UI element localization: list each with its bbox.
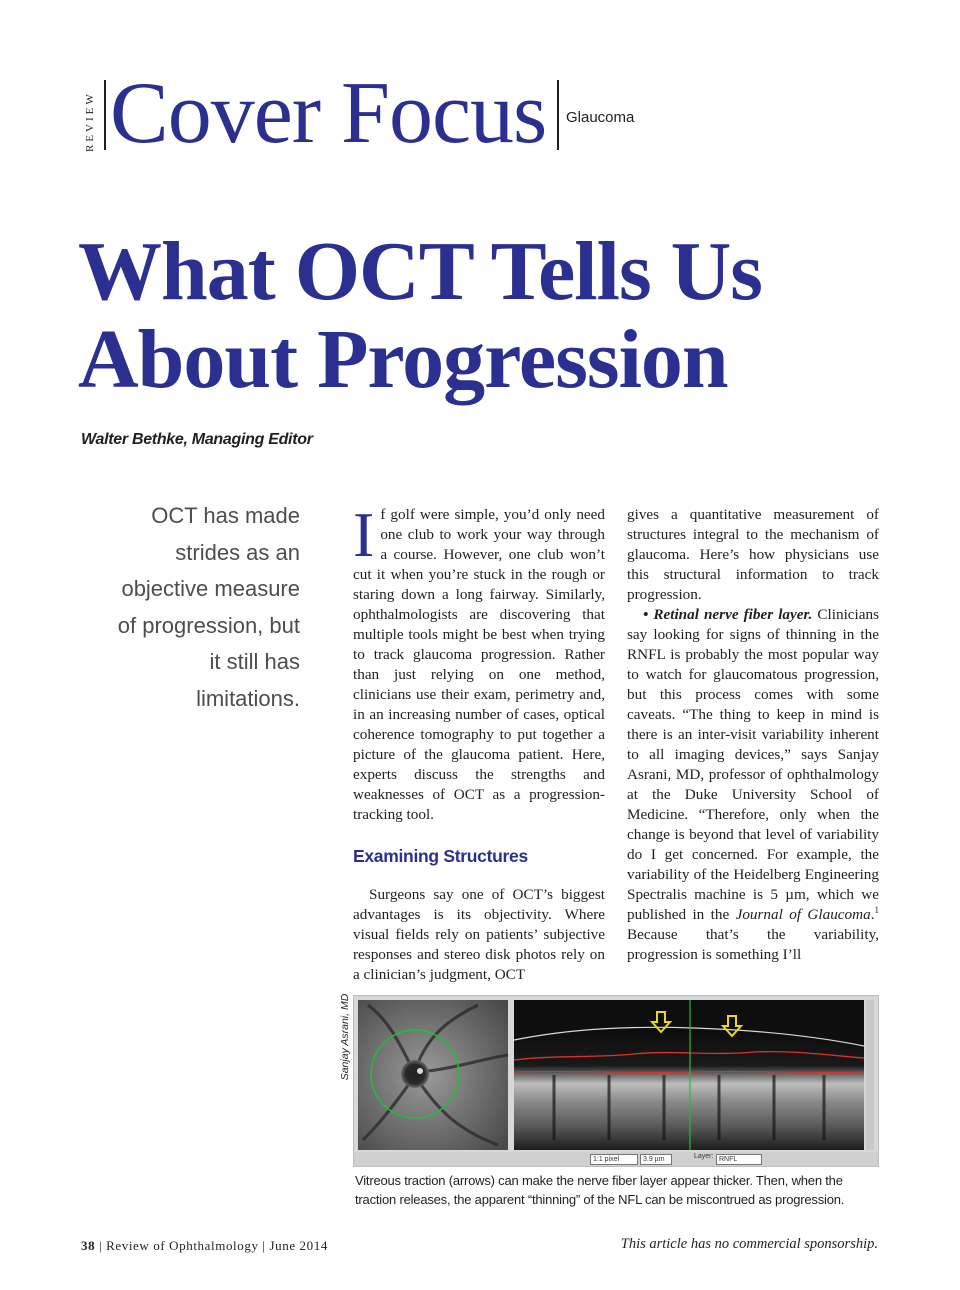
issue-date: June 2014 [269,1238,328,1253]
page-footer-left: 38 | Review of Ophthalmology | June 2014 [81,1238,328,1253]
section-paragraph: Surgeons say one of OCT’s biggest advantages is its objectivity. Where visual fields rely on patients’ subjective responses and stereo disk photos rely on a clinician’s judgment, OCT [353,886,605,983]
figure-caption: Vitreous traction (arrows) can make the nerve fiber layer appear thicker. Then, when the traction releases, the apparent “thinning” of the NFL can be miscontrued as progression. [355,1173,845,1207]
review-label: REVIEW [84,91,96,152]
header-divider-right [557,80,559,150]
drop-cap: I [353,499,375,570]
section-title: Cover Focus [110,65,547,162]
pixel-scale-field: 1:1 pixel [590,1154,638,1165]
magazine-name: Review of Ophthalmology [106,1238,259,1253]
body-column-2 [627,505,879,965]
column-2-paragraph-2: • Retinal nerve fiber layer. Clinicians say looking for signs of thinning in the RNFL is probably the most popular way to watch for glaucomatous progression, but this process comes with some caveats. “The thing to keep in mind is there is an inter-visit variability inherent to all imaging devices,” says Sanjay Asrani, MD, professor of ophthalmology at the Duke University School of Medicine. “Therefore, only when the change is beyond that level of variability do I get concerned. For example, the variability of the Heidelberg Engineering Spectralis machine is 5 µm, which we published in the Journal of Glaucoma.$^1$ Because that’s the variability, progression is something I’ll [627,606,879,963]
photo-credit: Sanjay Asrani, MD [339,993,351,1081]
sponsorship-note: This article has no commercial sponsorship. [620,1236,878,1252]
column-2-paragraph-1: gives a quantitative measurement of structures integral to the mechanism of glaucoma. Here’s how physicians use this structural information to track progression. [627,506,879,603]
figure-scrollbar [866,1000,874,1150]
header-divider-left [104,80,106,150]
article-title-line-1: What OCT Tells Us [78,225,762,318]
footnote-ref: 1 [874,904,879,915]
layer-label: Layer: [694,1153,714,1160]
body-column-1-section [353,885,605,985]
subhead-examining-structures: Examining Structures [353,846,528,866]
section-tag: Glaucoma [566,109,635,126]
article-title [78,225,898,406]
figure-toolbar [354,1152,878,1166]
intro-paragraph: f golf were simple, you’d only need one club to work your way through a course. However, one club won’t cut it when you’re stuck in the rough or staring down a long fairway. Similarly, ophthalmologists are discovering that multiple tools might be best when trying to track glaucoma progression. Rather than just relying on one method, clinicians use their exam, perimetry and, in an increasing number of cases, optical coherence tomography to put together a picture of the glaucoma patient. Here, experts discuss the strengths and weaknesses of OCT as a progression-tracking tool. [353,506,605,823]
body-column-1-intro [353,499,605,825]
page-number: 38 [81,1238,96,1253]
bullet-heading-rnfl: • Retinal nerve fiber layer. [643,606,813,623]
byline: Walter Bethke, Managing Editor [81,431,313,448]
micron-scale-field: 3.9 µm [640,1154,672,1165]
oct-scan-image [514,1000,864,1150]
pull-quote: OCT has made strides as an objective measure of progression, but it still has limitations. [117,503,300,711]
layer-select: RNFL [716,1154,762,1165]
article-title-line-2: About Progression [78,313,728,406]
fundus-image [358,1000,508,1150]
oct-figure [353,995,879,1167]
journal-title: Journal of Glaucoma [735,906,871,923]
